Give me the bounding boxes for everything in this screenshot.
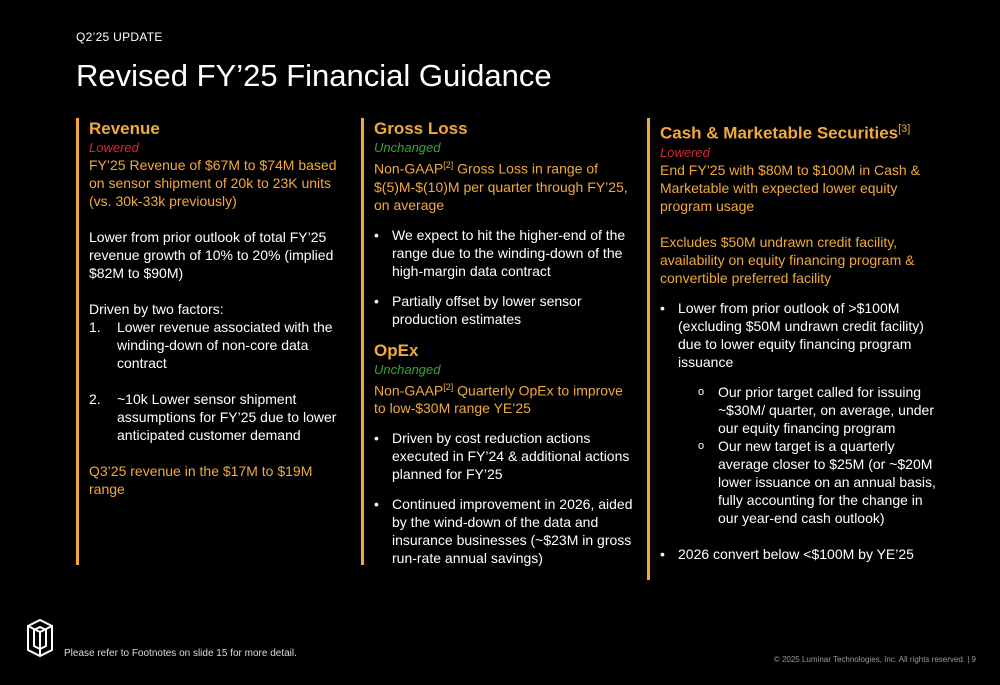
revenue-status: Lowered: [89, 140, 139, 155]
cash-bullet: • 2026 convert below <$100M by YE’25: [660, 545, 914, 562]
circle-bullet-icon: o: [698, 385, 705, 398]
bullet-icon: •: [660, 299, 665, 316]
gross-loss-opex-column: [361, 118, 636, 565]
bullet-icon: •: [374, 430, 379, 447]
cash-column: [647, 118, 942, 580]
page-title: Revised FY’25 Financial Guidance: [76, 58, 552, 93]
opex-bullet: • Driven by cost reduction actions executed in FY’24 & additional actions planned for FY’25: [374, 430, 630, 483]
revenue-column: [76, 118, 351, 565]
footnote-ref: [2]: [443, 381, 454, 392]
bullet-icon: •: [374, 496, 379, 513]
opex-heading: OpEx: [374, 340, 419, 360]
revenue-q3-guidance: Q3’25 revenue in the $17M to $19M range: [89, 463, 313, 497]
factor-number: 2.: [89, 391, 101, 407]
footnote-text: Please refer to Footnotes on slide 15 for more detail.: [64, 648, 297, 659]
revenue-factors-intro: Driven by two factors:: [89, 301, 224, 317]
cash-bullet: • Lower from prior outlook of >$100M (excluding $50M undrawn credit facility) due to lower equity financing program issuance: [660, 299, 924, 370]
cash-heading: Cash & Marketable Securities[3]: [660, 123, 911, 143]
revenue-factor-item: [89, 318, 351, 372]
gross-loss-bullet: • Partially offset by lower sensor production estimates: [374, 292, 582, 327]
cash-excludes: Excludes $50M undrawn credit facility, availability on equity financing program & convertible preferred facility: [660, 233, 915, 286]
circle-bullet-icon: o: [698, 439, 705, 452]
revenue-heading: Revenue: [89, 119, 160, 138]
footnote-ref: [3]: [898, 123, 911, 135]
bullet-icon: •: [374, 226, 379, 243]
gross-loss-status: Unchanged: [374, 140, 441, 155]
gross-loss-heading: Gross Loss: [374, 119, 468, 138]
revenue-prior-outlook: Lower from prior outlook of total FY’25 revenue growth of 10% to 20% (implied $82M to $90M): [89, 229, 334, 281]
gross-loss-lead: Non-GAAP[2] Gross Loss in range of $(5)M-$(10)M per quarter through FY’25, on average: [374, 160, 628, 213]
cash-lead: End FY’25 with $80M to $100M in Cash & Marketable with expected lower equity program usage: [660, 161, 920, 214]
opex-status: Unchanged: [374, 361, 441, 377]
bullet-icon: •: [374, 292, 379, 309]
cash-sub-bullet: o Our new target is a quarterly average closer to $25M (or ~$20M lower issuance on an annual basis, fully accounting for the change in our year-end cash outlook): [698, 437, 936, 526]
factor-number: 1.: [89, 319, 101, 335]
eyebrow-label: Q2’25 UPDATE: [76, 30, 163, 44]
footnote-ref: [2]: [443, 160, 454, 170]
copyright-text: © 2025 Luminar Technologies, Inc. All rights reserved. | 9: [773, 655, 976, 664]
revenue-lead: FY’25 Revenue of $67M to $74M based on sensor shipment of 20k to 23K units (vs. 30k-33k previously): [89, 157, 337, 209]
luminar-logo-icon: [24, 618, 56, 658]
revenue-factor-item: [89, 390, 351, 444]
bullet-icon: •: [660, 545, 665, 562]
opex-bullet: • Continued improvement in 2026, aided by the wind-down of the data and insurance businesses (~$23M in gross run-rate annual savings): [374, 496, 633, 567]
factor-text: ~10k Lower sensor shipment assumptions for FY’25 due to lower anticipated customer demand: [117, 391, 337, 443]
opex-lead: Non-GAAP[2] Quarterly OpEx to improve to low-$30M range YE’25: [374, 381, 623, 417]
factor-text: Lower revenue associated with the winding-down of non-core data contract: [117, 319, 333, 371]
cash-sub-bullet: o Our prior target called for issuing ~$30M/ quarter, on average, under our equity financing program: [698, 383, 934, 436]
gross-loss-bullet: • We expect to hit the higher-end of the range due to the winding-down of the high-margin data contract: [374, 226, 626, 279]
cash-status: Lowered: [660, 144, 710, 160]
